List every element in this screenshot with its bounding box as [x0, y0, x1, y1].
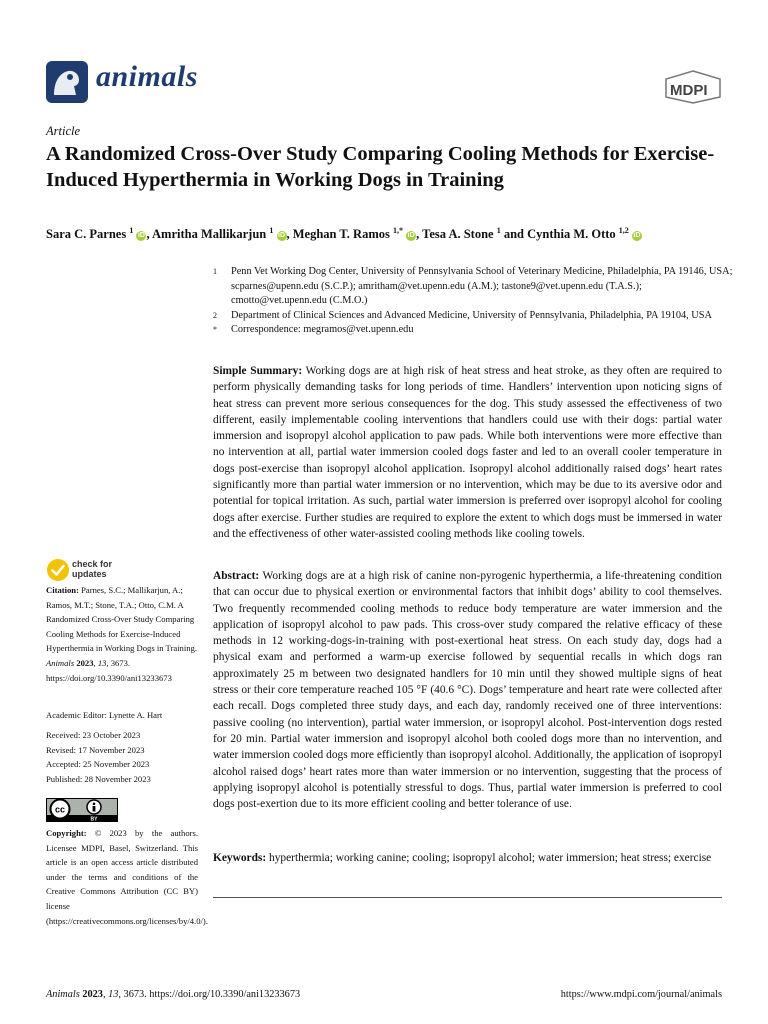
simple-summary-label: Simple Summary: — [213, 365, 303, 377]
affiliation-marker: 1 — [213, 267, 217, 276]
journal-name: animals — [96, 60, 198, 93]
received-date: Received: 23 October 2023 — [46, 730, 141, 740]
article-dates — [46, 728, 198, 786]
keywords-text: hyperthermia; working canine; cooling; isopropyl alcohol; water immersion; heat stress; exercise — [269, 852, 712, 864]
cc-by-license-icon[interactable] — [46, 798, 118, 822]
author-connector: and — [503, 227, 524, 242]
orcid-icon[interactable]: iD — [633, 232, 641, 240]
orcid-icon[interactable]: iD — [278, 232, 285, 240]
keywords — [213, 850, 722, 866]
footer-volume: 13 — [108, 989, 119, 1000]
author-affiliation-marker: 1 — [129, 226, 134, 235]
article-title: A Randomized Cross-Over Study Comparing Cooling Methods for Exercise-Induced Hyperthermia in Working Dogs in Training — [46, 143, 715, 191]
orcid-icon[interactable]: iD — [137, 232, 145, 240]
cc-label: BY — [90, 816, 98, 822]
author-affiliation-marker: 1,* — [393, 226, 403, 235]
citation: Citation: Parnes, S.C.; Mallikarjun, A.; Ramos, M.T.; Stone, T.A.; Otto, C.M. A Randomized Cross-Over Study Comparing Cooling Methods for Exercise-Induced Hyperthermia in Working Dogs in Training. Animals 2023, 13, 3673. https://doi.org/10.3390/ani13233673 — [46, 585, 197, 683]
author-name[interactable]: Meghan T. Ramos — [292, 227, 390, 242]
affiliation-marker: * — [213, 325, 217, 334]
abstract-label: Abstract: — [213, 570, 260, 582]
simple-summary — [213, 363, 722, 542]
academic-editor: Academic Editor: Lynette A. Hart — [46, 710, 163, 720]
check-for-updates-button[interactable] — [46, 558, 166, 584]
section-divider — [213, 897, 722, 898]
abstract-text: Working dogs are at a high risk of canine non-pyrogenic hyperthermia, a life-threatening condition that can occur due to physical exertion or environmental factors that inhibit dogs’ ability to cool themselves. Two frequently recommended cooling methods to reduce body temperature are water immersion and the application of isopropyl alcohol to paw pads. This cross-over study compared the relative efficacy of these methods in 12 working-dogs-in-training with post-exertional heat stress. On each study day, dogs had a physical exam and performed a warm-up exercise followed by sequential recalls in which dogs ran approximately 25 m between two designated handlers for 10 min until they showed multiple signs of heat stress or their core temperature reached 105 °F (40.6 °C). Dogs’ temperature and heart rate were collected after each recall. Dogs completed three study days, and each day, randomly received one of three interventions: passive cooling (no intervention), partial water immersion, or isopropyl alcohol. Post-intervention dogs rested for 20 min. Partial water immersion and isopropyl alcohol both cooled dogs more than no intervention, and water immersion cooled dogs more efficiently than isopropyl alcohol. Additionally, the application of isopropyl alcohol raised dogs’ heart rates more than water immersion or no intervention, suggesting that the process of applying isopropyl alcohol is potentially stressful to dogs. Thus, partial water immersion is preferred to cool dogs post-exertion due to its more efficient cooling and better tolerance of use. — [213, 570, 722, 811]
animals-logo-icon — [46, 61, 88, 103]
check-for-updates-icon — [46, 558, 70, 582]
author-affiliation-marker: 1 — [269, 226, 274, 235]
citation-label: Citation: — [46, 585, 79, 595]
revised-date: Revised: 17 November 2023 — [46, 744, 145, 755]
footer-citation: Animals 2023, 13, 3673. https://doi.org/10.3390/ani13233673 — [46, 989, 301, 1000]
affiliations — [213, 265, 733, 338]
check-for-updates-label — [72, 559, 112, 579]
author-name[interactable]: Amritha Mallikarjun — [152, 227, 267, 242]
affiliation-text: Penn Vet Working Dog Center, University of Pennsylvania School of Veterinary Medicine, Philadelphia, PA 19146, USA; scparnes@upenn.edu (S.C.P.); amritham@vet.upenn.edu (A.M.); tastone9@vet.upenn.edu (T.A.S.); cmotto@vet.upenn.edu (C.M.O.) — [231, 266, 733, 306]
mdpi-logo — [664, 70, 722, 104]
affiliation-marker: 2 — [213, 310, 217, 320]
check-updates-line2: updates — [72, 569, 107, 579]
publisher-name: MDPI — [670, 82, 708, 99]
author-affiliation-marker: 1 — [496, 226, 501, 235]
author-affiliation-marker: 1,2 — [618, 226, 629, 235]
citation-doi[interactable]: , 3673. https://doi.org/10.3390/ani13233673 — [46, 657, 172, 683]
author-name[interactable]: Tesa A. Stone — [422, 227, 494, 242]
svg-text:cc: cc — [54, 804, 66, 815]
citation-text: Parnes, S.C.; Mallikarjun, A.; Ramos, M.T.; Stone, T.A.; Otto, C.M. A Randomized Cross-Over Study Comparing Cooling Methods for Exercise-Induced Hyperthermia in Working Dogs in Training. — [46, 585, 197, 654]
check-updates-line1: check for — [72, 559, 113, 569]
citation-journal: Animals — [46, 657, 75, 668]
author-list: Sara C. Parnes $^1$ iD , Amritha Mallikarjun $^1$ iD , Meghan T. Ramos $^{1,*}$ iD , Tesa A. Stone $^1$ and Cynthia M. Otto $^{1,2}$ iD — [46, 226, 641, 242]
footer-journal-url[interactable]: https://www.mdpi.com/journal/animals — [560, 989, 722, 1000]
simple-summary-text: Working dogs are at high risk of heat stress and heat stroke, as they often are required to perform physically demanding tasks for long periods of time. Handlers’ intervention upon noticing signs of heat stress can prevent more serious consequences for the dog. This study assessed the effectiveness of two different, easily implementable cooling interventions that handlers could use with their dogs: partial water immersion and isopropyl alcohol application to paw pads. While both interventions were more effective than no intervention at all, partial water immersion cooled dogs faster and led to an overall cooler temperature in dogs post-exercise than isopropyl alcohol application. Isopropyl alcohol additionally raised dogs’ heart rates significantly more than partial water immersion or no intervention, which may be due to its aversive odor and potential for topical irritation. As such, partial water immersion is preferred over isopropyl alcohol for cooling dogs after exercise. Further studies are required to explore the extent to which dogs must be immersed in water and the effectiveness of other water-assisted cooling methods like cooling towels. — [213, 365, 722, 540]
footer-journal: Animals — [46, 989, 80, 1000]
copyright-notice — [46, 826, 208, 928]
footer-year: 2023 — [82, 989, 103, 1000]
correspondence-item — [213, 323, 733, 338]
author-name[interactable]: Cynthia M. Otto — [527, 227, 616, 242]
footer-doi[interactable]: , 3673. https://doi.org/10.3390/ani13233673 — [118, 989, 301, 1000]
keywords-label: Keywords: — [213, 852, 267, 864]
affiliation-text: Department of Clinical Sciences and Advanced Medicine, University of Pennsylvania, Philadelphia, PA 19104, USA — [231, 309, 712, 321]
copyright-label: Copyright: — [46, 828, 87, 838]
copyright-text: © 2023 by the authors. Licensee MDPI, Basel, Switzerland. This article is an open access article distributed under the terms and conditions of the Creative Commons Attribution (CC BY) license (https://creativecommons.org/licenses/by/4.0/). — [46, 828, 208, 926]
affiliation-item — [213, 265, 733, 309]
citation-year: 2023 — [76, 657, 94, 668]
orcid-icon[interactable]: iD — [407, 232, 415, 240]
citation-volume: 13 — [97, 657, 107, 668]
accepted-date: Accepted: 25 November 2023 — [46, 759, 150, 770]
published-date: Published: 28 November 2023 — [46, 773, 151, 784]
article-type: Article — [46, 124, 81, 138]
affiliation-item — [213, 309, 733, 324]
author-name[interactable]: Sara C. Parnes — [46, 227, 127, 242]
correspondence-text[interactable]: Correspondence: megramos@vet.upenn.edu — [231, 324, 414, 335]
abstract — [213, 568, 722, 812]
